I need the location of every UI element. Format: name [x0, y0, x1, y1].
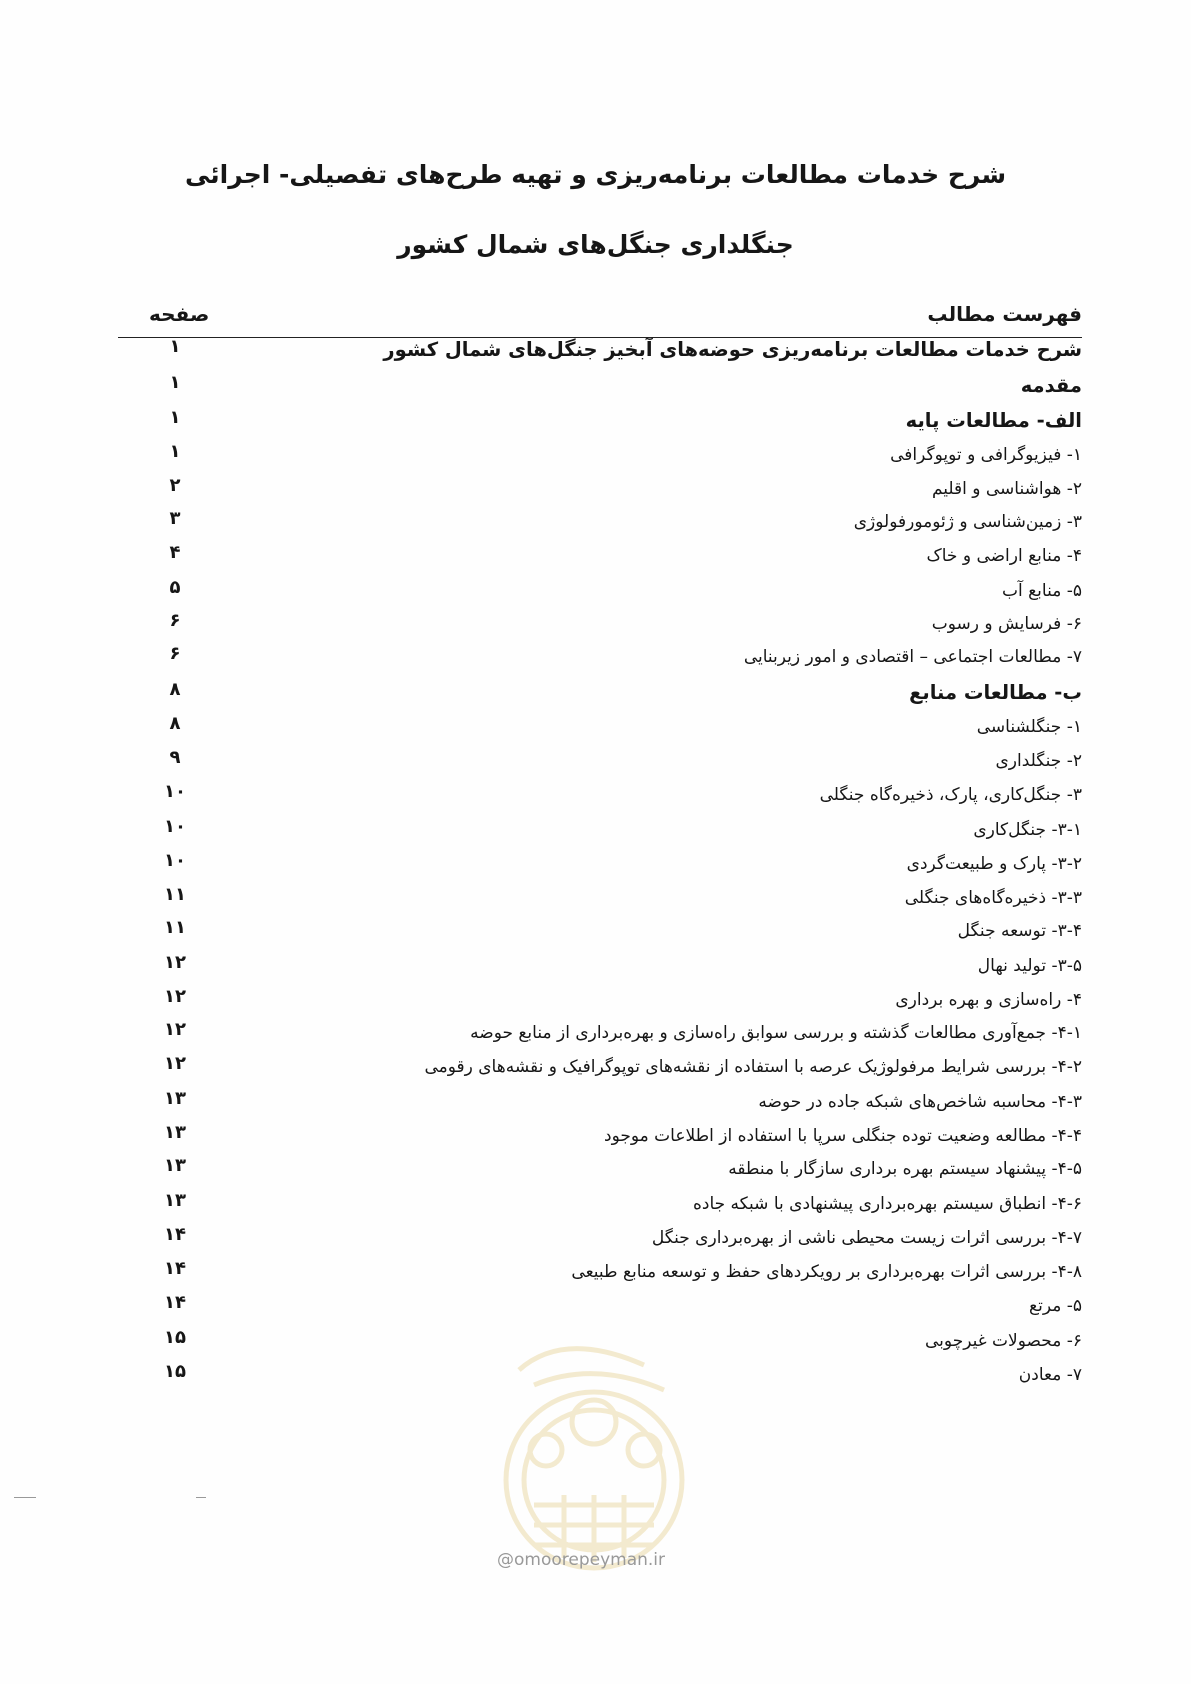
toc-entry: [0, 1257, 1191, 1291]
toc-entry: [0, 1087, 1191, 1121]
toc-entry-page: ۶: [169, 643, 181, 664]
toc-entry-title: ۶- فرسایش و رسوب: [931, 614, 1082, 634]
toc-entry-title: ۷- معادن: [1018, 1365, 1082, 1385]
toc-entry-page: ۱۰: [164, 781, 186, 802]
toc-entry: [0, 1189, 1191, 1223]
toc-entry-title: ۴-۳- محاسبه شاخص‌های شبکه جاده در حوضه: [758, 1092, 1082, 1112]
toc-entry-title: ۴-۷- بررسی اثرات زیست محیطی ناشی از بهره‌برداری جنگل: [651, 1228, 1082, 1248]
toc-entry-page: ۱: [169, 336, 181, 357]
toc-entry-title: ۵- منابع آب: [1001, 581, 1082, 601]
toc-entry-page: ۵: [169, 577, 181, 598]
toc-entry-page: ۲: [169, 475, 181, 496]
watermark-site-text: @omoorepeyman.ir: [497, 1550, 666, 1570]
toc-entry-title: ۳-۴- توسعه جنگل: [957, 921, 1082, 941]
toc-entry-title: ۴-۶- انطباق سیستم بهره‌برداری پیشنهادی با شبکه جاده: [692, 1194, 1082, 1214]
toc-entry-page: ۱۴: [164, 1224, 186, 1245]
toc-entry-title: ۴-۸- بررسی اثرات بهره‌برداری بر رویکردهای حفظ و توسعه منابع طبیعی: [571, 1262, 1082, 1282]
toc-entry-title: شرح خدمات مطالعات برنامه‌ریزی حوضه‌های آبخیز جنگل‌های شمال کشور: [383, 338, 1082, 361]
toc-entry: [0, 780, 1191, 814]
toc-entry-title: ۳-۵- تولید نهال: [977, 956, 1082, 976]
toc-entry: [0, 1223, 1191, 1257]
toc-entry: [0, 576, 1191, 610]
toc-entry: [0, 712, 1191, 746]
toc-entry-page: ۱۳: [164, 1190, 186, 1211]
toc-entry: [0, 335, 1191, 369]
toc-entry-title: ۳-۲- پارک و طبیعت‌گردی: [906, 854, 1082, 874]
toc-entry: [0, 1154, 1191, 1188]
toc-entry-title: ۴-۵- پیشنهاد سیستم بهره برداری سازگار با منطقه: [728, 1159, 1082, 1179]
toc-entry-page: ۱۲: [164, 986, 186, 1007]
toc-entry: [0, 985, 1191, 1019]
toc-entry: [0, 474, 1191, 508]
toc-entry-title: ۲- هواشناسی و اقلیم: [931, 479, 1082, 499]
toc-entry: [0, 507, 1191, 541]
toc-entry: [0, 815, 1191, 849]
toc-entry-page: ۴: [169, 542, 181, 563]
toc-entry-page: ۱۴: [164, 1258, 186, 1279]
toc-entry-page: ۱۵: [164, 1327, 186, 1348]
toc-entry: [0, 371, 1191, 405]
toc-entry: [0, 916, 1191, 950]
toc-entry-title: ۳-۳- ذخیره‌گاه‌های جنگلی: [904, 888, 1082, 908]
toc-entry-title: ۵- مرتع: [1029, 1296, 1082, 1316]
toc-entry: [0, 1018, 1191, 1052]
toc-entry: [0, 883, 1191, 917]
toc-entry-title: ۲- جنگلداری: [995, 751, 1082, 771]
toc-entry-title: مقدمه: [1020, 374, 1082, 397]
toc-entry-page: ۸: [169, 713, 181, 734]
toc-entry-page: ۱۰: [164, 850, 186, 871]
toc-entry: [0, 541, 1191, 575]
toc-entry: [0, 1052, 1191, 1086]
toc-entry-page: ۱: [169, 441, 181, 462]
toc-entry: [0, 406, 1191, 440]
toc-heading: فهرست مطالب: [927, 302, 1082, 326]
toc-entry-page: ۱۲: [164, 1019, 186, 1040]
toc-entry-page: ۱۵: [164, 1361, 186, 1382]
toc-entry-title: ب- مطالعات منابع: [909, 681, 1082, 704]
toc-entry-page: ۱۲: [164, 952, 186, 973]
toc-entry-page: ۹: [169, 747, 181, 768]
toc-entry-page: ۱۱: [164, 917, 186, 938]
toc-entry-page: ۳: [169, 508, 181, 529]
toc-entry-page: ۱۳: [164, 1155, 186, 1176]
toc-entry-title: ۶- محصولات غیرچوبی: [925, 1331, 1082, 1351]
toc-entry-title: ۷- مطالعات اجتماعی – اقتصادی و امور زیربنایی: [743, 647, 1082, 667]
toc-entry-title: ۳- جنگل‌کاری، پارک، ذخیره‌گاه جنگلی: [819, 785, 1082, 805]
toc-entry: [0, 609, 1191, 643]
toc-entry-page: ۱۲: [164, 1053, 186, 1074]
toc-entry: [0, 678, 1191, 712]
toc-entry-title: ۳-۱- جنگل‌کاری: [973, 820, 1082, 840]
toc-entry: [0, 746, 1191, 780]
toc-entry-title: ۴-۴- مطالعه وضعیت توده جنگلی سرپا با استفاده از اطلاعات موجود: [604, 1126, 1082, 1146]
toc-entry: [0, 642, 1191, 676]
document-title: شرح خدمات مطالعات برنامه‌ریزی و تهیه طرح‌های تفصیلی- اجرائی: [184, 160, 1007, 189]
toc-entry-page: ۱۱: [164, 884, 186, 905]
toc-entry-page: ۸: [169, 679, 181, 700]
toc-entry-title: ۴-۱- جمع‌آوری مطالعات گذشته و بررسی سوابق راه‌سازی و بهره‌برداری از منابع حوضه: [470, 1023, 1082, 1043]
toc-entry-title: ۴- منابع اراضی و خاک: [926, 546, 1082, 566]
toc-page-heading: صفحه: [149, 302, 210, 326]
toc-entry: [0, 951, 1191, 985]
toc-entry-page: ۱: [169, 372, 181, 393]
toc-entry-title: ۴-۲- بررسی شرایط مرفولوژیک عرصه با استفاده از نقشه‌های توپوگرافیک و نقشه‌های رقومی: [424, 1057, 1082, 1077]
scan-speck: [14, 1497, 36, 1498]
toc-entry-page: ۶: [169, 610, 181, 631]
toc-entry-page: ۱۳: [164, 1088, 186, 1109]
scan-speck: [196, 1497, 206, 1498]
toc-entry-title: ۴- راه‌سازی و بهره برداری: [895, 990, 1082, 1010]
toc-entry-page: ۱۴: [164, 1292, 186, 1313]
toc-entry: [0, 1291, 1191, 1325]
toc-entry-title: ۱- فیزیوگرافی و توپوگرافی: [890, 445, 1082, 465]
toc-entry-page: ۱۳: [164, 1122, 186, 1143]
toc-entry-title: الف- مطالعات پایه: [905, 409, 1082, 432]
toc-entry: [0, 440, 1191, 474]
toc-entry-page: ۱۰: [164, 816, 186, 837]
toc-entry-title: ۱- جنگلشناسی: [976, 717, 1082, 737]
toc-entry: [0, 849, 1191, 883]
toc-entry-page: ۱: [169, 407, 181, 428]
document-subtitle: جنگلداری جنگل‌های شمال کشور: [397, 230, 794, 259]
toc-entry-title: ۳- زمین‌شناسی و ژئومورفولوژی: [853, 512, 1082, 532]
toc-entry: [0, 1121, 1191, 1155]
